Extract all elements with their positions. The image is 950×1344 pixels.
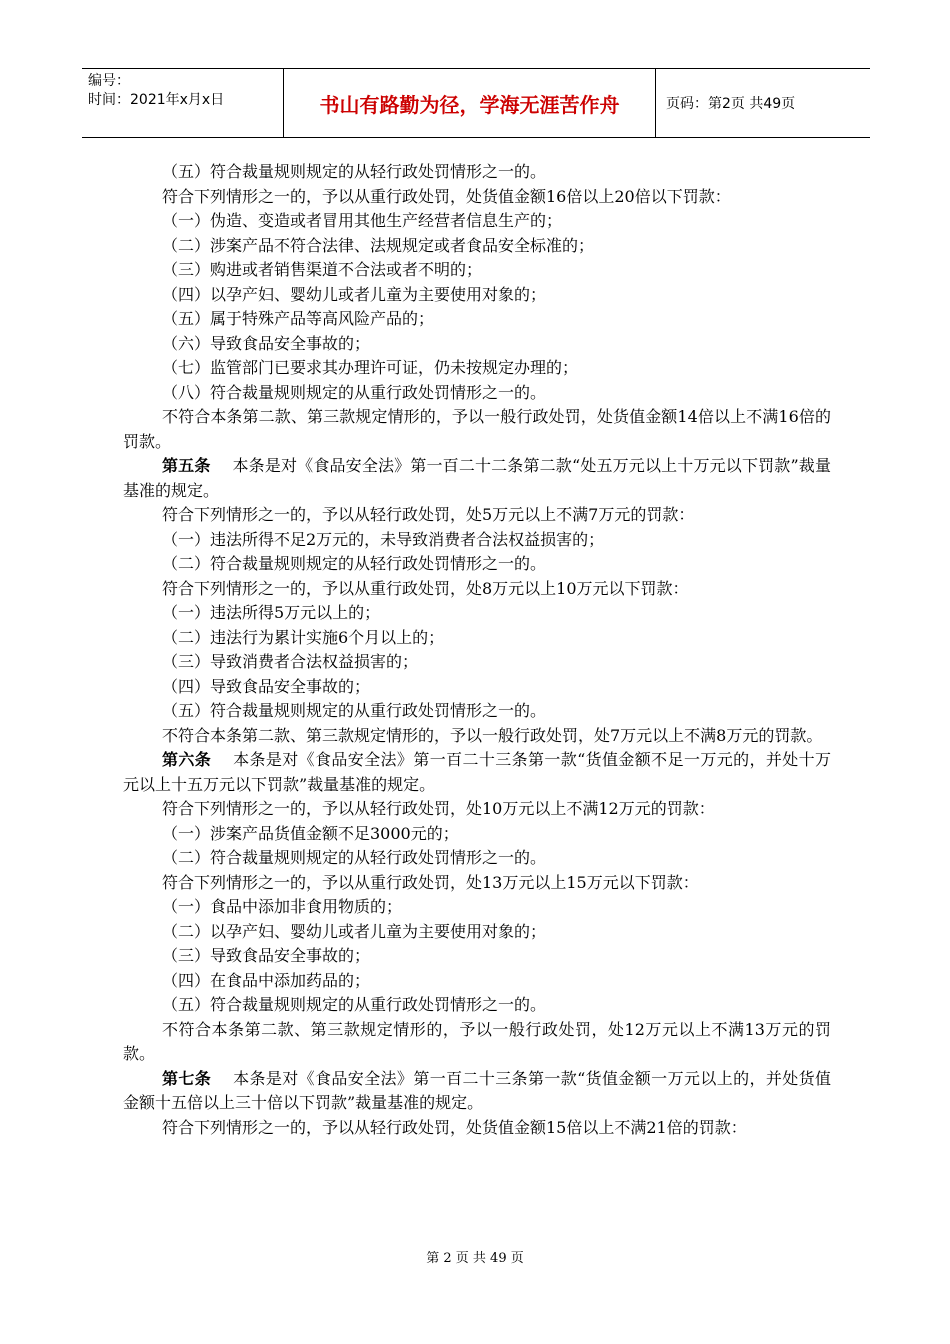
body-paragraph: [123, 969, 831, 994]
paragraph-text: 本条是对《食品安全法》第一百二十二条第二款“处五万元以上十万元以下罚款”裁量基准的规定。: [123, 456, 831, 500]
body-paragraph: [123, 1018, 831, 1067]
body-paragraph: [123, 258, 831, 283]
paragraph-text: （二）符合裁量规则规定的从轻行政处罚情形之一的。: [162, 554, 547, 573]
paragraph-text: 不符合本条第二款、第三款规定情形的，予以一般行政处罚，处货值金额14倍以上不满16倍的罚款。: [123, 407, 831, 451]
header-motto: 书山有路勤为径，学海无涯苦作舟: [284, 69, 656, 137]
paragraph-text: （四）在食品中添加药品的；: [162, 970, 371, 990]
paragraph-text: （一）食品中添加非食用物质的；: [162, 897, 403, 916]
header-meta: [82, 69, 284, 137]
paragraph-text: （五）符合裁量规则规定的从重行政处罚情形之一的。: [162, 701, 547, 720]
paragraph-text: （三）购进或者销售渠道不合法或者不明的；: [162, 260, 483, 279]
body-paragraph: [123, 234, 831, 259]
article-paragraph: [123, 454, 831, 503]
body-paragraph: [123, 699, 831, 724]
article-number: 第五条: [162, 456, 211, 475]
paragraph-text: （五）符合裁量规则规定的从重行政处罚情形之一的。: [162, 995, 547, 1014]
paragraph-text: 本条是对《食品安全法》第一百二十三条第一款“货值金额不足一万元的，并处十万元以上十五万元以下罚款”裁量基准的规定。: [123, 750, 831, 794]
body-paragraph: [123, 797, 831, 822]
body-paragraph: [123, 724, 831, 749]
body-paragraph: [123, 356, 831, 381]
body-paragraph: [123, 626, 831, 651]
paragraph-text: （五）符合裁量规则规定的从轻行政处罚情形之一的。: [162, 162, 547, 181]
paragraph-text: （四）以孕产妇、婴幼儿或者儿童为主要使用对象的；: [162, 284, 547, 304]
paragraph-text: （二）涉案产品不符合法律、法规规定或者食品安全标准的；: [162, 235, 595, 255]
paragraph-text: 符合下列情形之一的，予以从重行政处罚，处8万元以上10万元以下罚款：: [162, 578, 689, 598]
body-paragraph: [123, 160, 831, 185]
paragraph-text: （五）属于特殊产品等高风险产品的；: [162, 309, 435, 328]
page-footer: 第 2 页 共 49 页: [426, 1251, 524, 1266]
paragraph-text: （三）导致消费者合法权益损害的；: [162, 652, 419, 671]
paragraph-text: （六）导致食品安全事故的；: [162, 333, 371, 353]
body-paragraph: [123, 405, 831, 454]
body-paragraph: [123, 920, 831, 945]
article-number: 第七条: [162, 1068, 212, 1088]
body-paragraph: [123, 846, 831, 871]
paragraph-text: 符合下列情形之一的，予以从轻行政处罚，处5万元以上不满7万元的罚款：: [162, 505, 695, 524]
body-paragraph: [123, 332, 831, 357]
body-paragraph: [123, 601, 831, 626]
body-paragraph: [123, 503, 831, 528]
paragraph-text: （七）监管部门已要求其办理许可证，仍未按规定办理的；: [162, 358, 579, 377]
paragraph-text: （二）违法行为累计实施6个月以上的；: [162, 627, 445, 647]
body-paragraph: [123, 283, 831, 308]
document-date: 时间：2021年x月x日: [88, 92, 225, 108]
paragraph-text: 不符合本条第二款、第三款规定情形的，予以一般行政处罚，处7万元以上不满8万元的罚款。: [162, 725, 823, 745]
paragraph-text: （二）以孕产妇、婴幼儿或者儿童为主要使用对象的；: [162, 921, 547, 941]
paragraph-text: （四）导致食品安全事故的；: [162, 676, 371, 696]
body-paragraph: [123, 675, 831, 700]
body-paragraph: [123, 381, 831, 406]
page-header: [82, 68, 870, 138]
paragraph-text: 符合下列情形之一的，予以从轻行政处罚，处货值金额15倍以上不满21倍的罚款：: [162, 1117, 747, 1137]
paragraph-text: （一）违法所得5万元以上的；: [162, 603, 381, 622]
paragraph-text: （三）导致食品安全事故的；: [162, 946, 371, 965]
body-paragraph: [123, 944, 831, 969]
article-number: 第六条: [162, 750, 212, 769]
body-paragraph: [123, 1116, 831, 1141]
document-body: [123, 160, 831, 1140]
body-paragraph: [123, 650, 831, 675]
paragraph-text: （八）符合裁量规则规定的从重行政处罚情形之一的。: [162, 382, 547, 402]
paragraph-text: （一）违法所得不足2万元的，未导致消费者合法权益损害的；: [162, 529, 605, 549]
body-paragraph: [123, 577, 831, 602]
body-paragraph: [123, 307, 831, 332]
document-number-label: 编号：: [88, 73, 130, 89]
article-paragraph: [123, 748, 831, 797]
body-paragraph: [123, 895, 831, 920]
article-paragraph: [123, 1067, 831, 1116]
paragraph-text: 符合下列情形之一的，予以从重行政处罚，处13万元以上15万元以下罚款：: [162, 872, 699, 892]
paragraph-text: （一）伪造、变造或者冒用其他生产经营者信息生产的；: [162, 211, 563, 230]
paragraph-text: 不符合本条第二款、第三款规定情形的，予以一般行政处罚，处12万元以上不满13万元的罚款。: [123, 1019, 831, 1063]
body-paragraph: [123, 822, 831, 847]
paragraph-text: （一）涉案产品货值金额不足3000元的；: [162, 823, 459, 843]
paragraph-text: 符合下列情形之一的，予以从重行政处罚，处货值金额16倍以上20倍以下罚款：: [162, 186, 731, 206]
body-paragraph: [123, 185, 831, 210]
body-paragraph: [123, 209, 831, 234]
paragraph-text: （二）符合裁量规则规定的从轻行政处罚情形之一的。: [162, 848, 547, 867]
paragraph-text: 本条是对《食品安全法》第一百二十三条第一款“货值金额一万元以上的，并处货值金额十五倍以上三十倍以下罚款”裁量基准的规定。: [123, 1068, 831, 1112]
header-page-info: 页码：第2页 共49页: [666, 96, 796, 112]
paragraph-text: 符合下列情形之一的，予以从轻行政处罚，处10万元以上不满12万元的罚款：: [162, 799, 715, 818]
body-paragraph: [123, 993, 831, 1018]
body-paragraph: [123, 552, 831, 577]
body-paragraph: [123, 528, 831, 553]
body-paragraph: [123, 871, 831, 896]
